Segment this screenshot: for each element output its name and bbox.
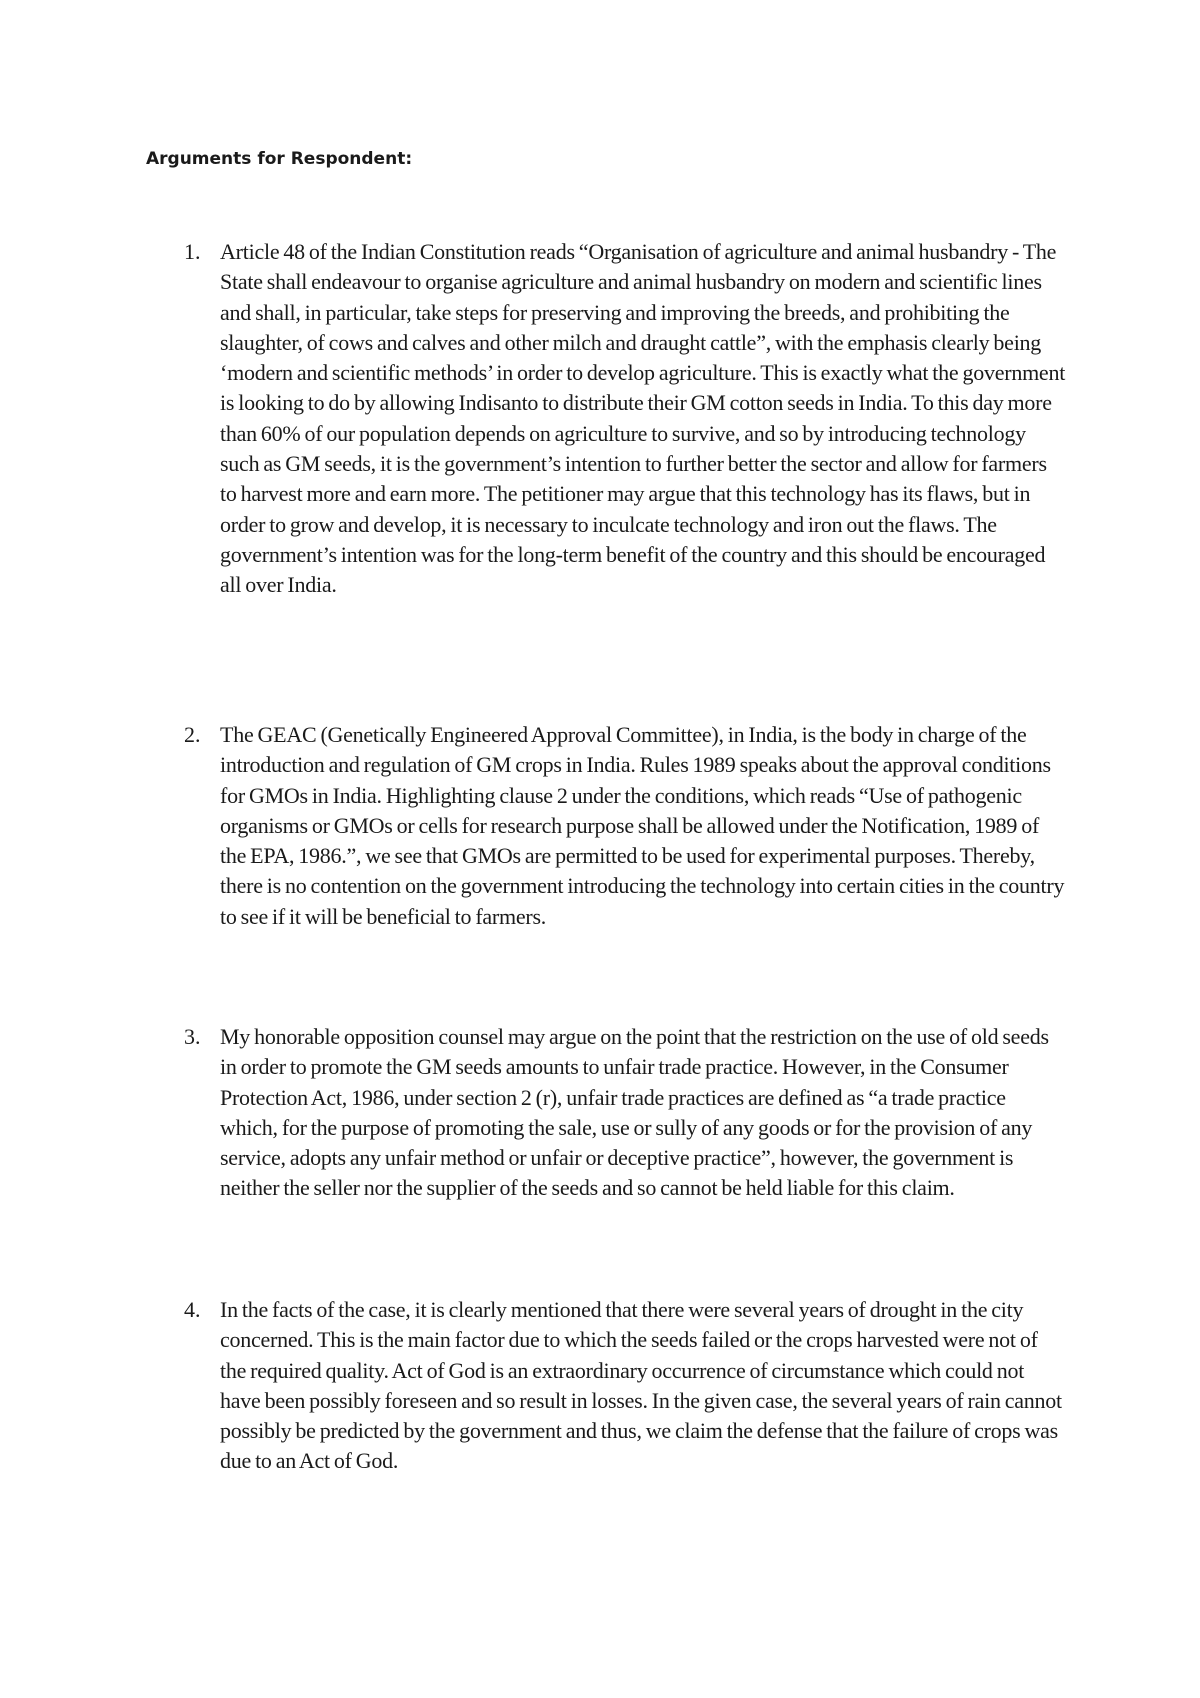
argument-number: 2.: [184, 722, 201, 747]
argument-text: My honorable opposition counsel may argue on the point that the restriction on the use of old seeds in order to promote the GM seeds amounts to unfair trade practice. However, in the Consumer Protection Act, 1986, under section 2 (r), unfair trade practices are defined as “a trade practice which, for the purpose of promoting the sale, use or sully of any goods or for the provision of any service, adopts any unfair method or unfair or deceptive practice”, however, the government is neither the seller nor the supplier of the seeds and so cannot be held liable for this claim.: [220, 1024, 1049, 1201]
argument-text: Article 48 of the Indian Constitution reads “Organisation of agriculture and animal husbandry - The State shall endeavour to organise agriculture and animal husbandry on modern and scientific lines and shall, in particular, take steps for preserving and improving the breeds, and prohibiting the slaughter, of cows and calves and other milch and draught cattle”, with the emphasis clearly being ‘modern and scientific methods’ in order to develop agriculture. This is exactly what the government is looking to do by allowing Indisanto to distribute their GM cotton seeds in India. To this day more than 60% of our population depends on agriculture to survive, and so by introducing technology such as GM seeds, it is the government’s intention to further better the sector and allow for farmers to harvest more and earn more. The petitioner may argue that this technology has its flaws, but in order to grow and develop, it is necessary to inculcate technology and iron out the flaws. The government’s intention was for the long-term benefit of the country and this should be encouraged all over India.: [220, 239, 1066, 598]
argument-text: In the facts of the case, it is clearly mentioned that there were several years of drought in the city concerned. This is the main factor due to which the seeds failed or the crops harvested were not of the required quality. Act of God is an extraordinary occurrence of circumstance which could not have been possibly foreseen and so result in losses. In the given case, the several years of rain cannot possibly be predicted by the government and thus, we claim the defense that the failure of crops was due to an Act of God.: [220, 1297, 1062, 1474]
argument-number: 4.: [184, 1297, 201, 1322]
document-heading: Arguments for Respondent:: [146, 149, 413, 169]
argument-text: The GEAC (Genetically Engineered Approval Committee), in India, is the body in charge of the introduction and regulation of GM crops in India. Rules 1989 speaks about the approval conditions for GMOs in India. Highlighting clause 2 under the conditions, which reads “Use of pathogenic organisms or GMOs or cells for research purpose shall be allowed under the Notification, 1989 of the EPA, 1986.”, we see that GMOs are permitted to be used for experimental purposes. Thereby, there is no contention on the government introducing the technology into certain cities in the country to see if it will be beneficial to farmers.: [220, 722, 1065, 929]
argument-number: 1.: [184, 239, 201, 264]
argument-number: 3.: [184, 1024, 201, 1049]
